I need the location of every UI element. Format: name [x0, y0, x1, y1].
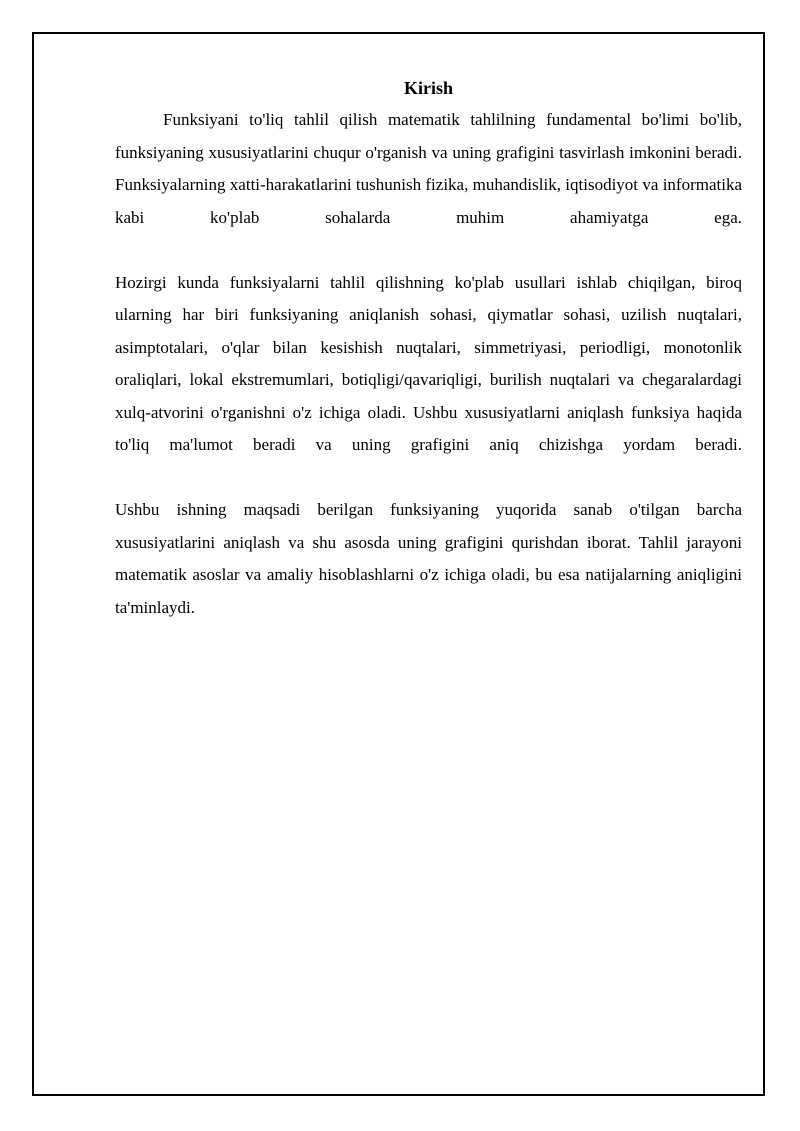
paragraph-gap [115, 234, 742, 267]
paragraph-goal: Ushbu ishning maqsadi berilgan funksiyaning yuqorida sanab o'tilgan barcha xususiyatlarini aniqlash va shu asosda uning grafigini qurishdan iborat. Tahlil jarayoni matematik asoslar va amaliy hisoblashlarni o'z ichiga oladi, bu esa natijalarning aniqligini ta'minlaydi. [115, 500, 742, 617]
section-title: Kirish [403, 78, 453, 98]
document-body [115, 74, 742, 624]
paragraph-gap [115, 462, 742, 495]
paragraph-methods: Hozirgi kunda funksiyalarni tahlil qilishning ko'plab usullari ishlab chiqilgan, biroq ularning har biri funksiyaning aniqlanish sohasi, qiymatlar sohasi, uzilish nuqtalari, asimptotalari, o'qlar bilan kesishish nuqtalari, simmetriyasi, periodligi, monotonlik oraliqlari, lokal ekstremumlari, botiqligi/qavariqligi, burilish nuqtalari va chegaralardagi xulq-atvorini o'rganishni o'z ichiga oladi. Ushbu xususiyatlarni aniqlash funksiya haqida to'liq ma'lumot beradi va uning grafigini aniq chizishga yordam beradi. [115, 272, 742, 454]
paragraph-intro: Funksiyani to'liq tahlil qilish matematik tahlilning fundamental bo'limi bo'lib, funksiyaning xususiyatlarini chuqur o'rganish va uning grafigini tasvirlash imkonini beradi. Funksiyalarning xatti-harakatlarini tushunish fizika, muhandislik, iqtisodiyot va informatika kabi ko'plab sohalarda muhim ahamiyatga ega. [115, 110, 742, 227]
